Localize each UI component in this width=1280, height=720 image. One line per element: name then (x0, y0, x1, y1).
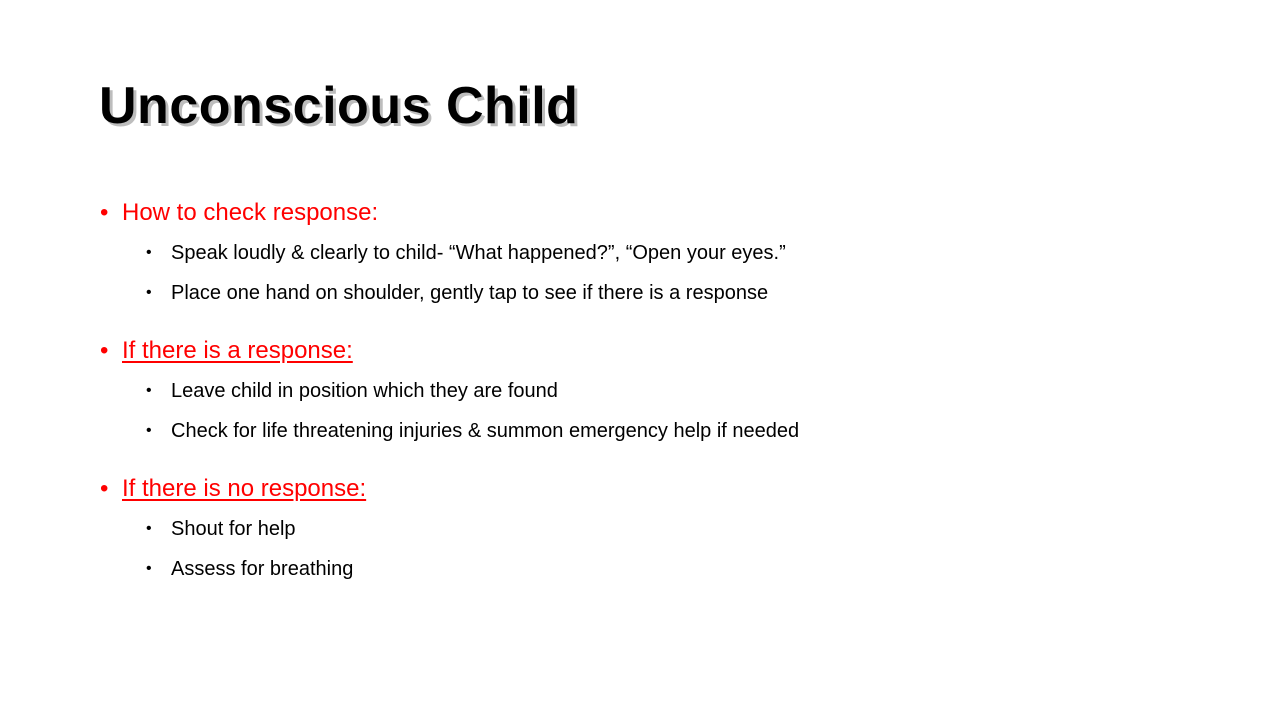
bullet-list (100, 193, 1200, 589)
bullet-icon: • (146, 560, 152, 577)
section-heading-text: How to check response: (122, 199, 379, 226)
sub-list (100, 233, 1200, 313)
list-item (100, 549, 1200, 589)
section-heading-text: If there is a response: (122, 337, 353, 364)
bullet-icon: • (146, 520, 152, 537)
list-item (100, 411, 1200, 451)
section-heading (100, 331, 1200, 371)
bullet-icon: • (146, 284, 152, 301)
list-item (100, 273, 1200, 313)
list-item-text: Speak loudly & clearly to child- “What happened?”, “Open your eyes.” (171, 242, 786, 264)
section-heading (100, 469, 1200, 509)
sub-list (100, 371, 1200, 451)
list-item (100, 509, 1200, 549)
bullet-icon: • (100, 337, 109, 364)
section-check-response (100, 193, 1200, 313)
list-item-text: Shout for help (171, 518, 296, 540)
bullet-icon: • (100, 475, 109, 502)
bullet-icon: • (100, 199, 109, 226)
section-heading-text: If there is no response: (122, 475, 367, 502)
bullet-icon: • (146, 382, 152, 399)
list-item-text: Place one hand on shoulder, gently tap to see if there is a response (171, 282, 769, 304)
section-heading (100, 193, 1200, 233)
list-item-text: Leave child in position which they are found (171, 380, 558, 402)
list-item (100, 371, 1200, 411)
list-item-text: Assess for breathing (171, 558, 354, 580)
list-item-text: Check for life threatening injuries & summon emergency help if needed (171, 420, 800, 442)
sub-list (100, 509, 1200, 589)
section-response (100, 331, 1200, 451)
bullet-icon: • (146, 422, 152, 439)
section-no-response (100, 469, 1200, 589)
list-item (100, 233, 1200, 273)
slide-title: Unconscious Child (99, 77, 579, 135)
bullet-icon: • (146, 244, 152, 261)
